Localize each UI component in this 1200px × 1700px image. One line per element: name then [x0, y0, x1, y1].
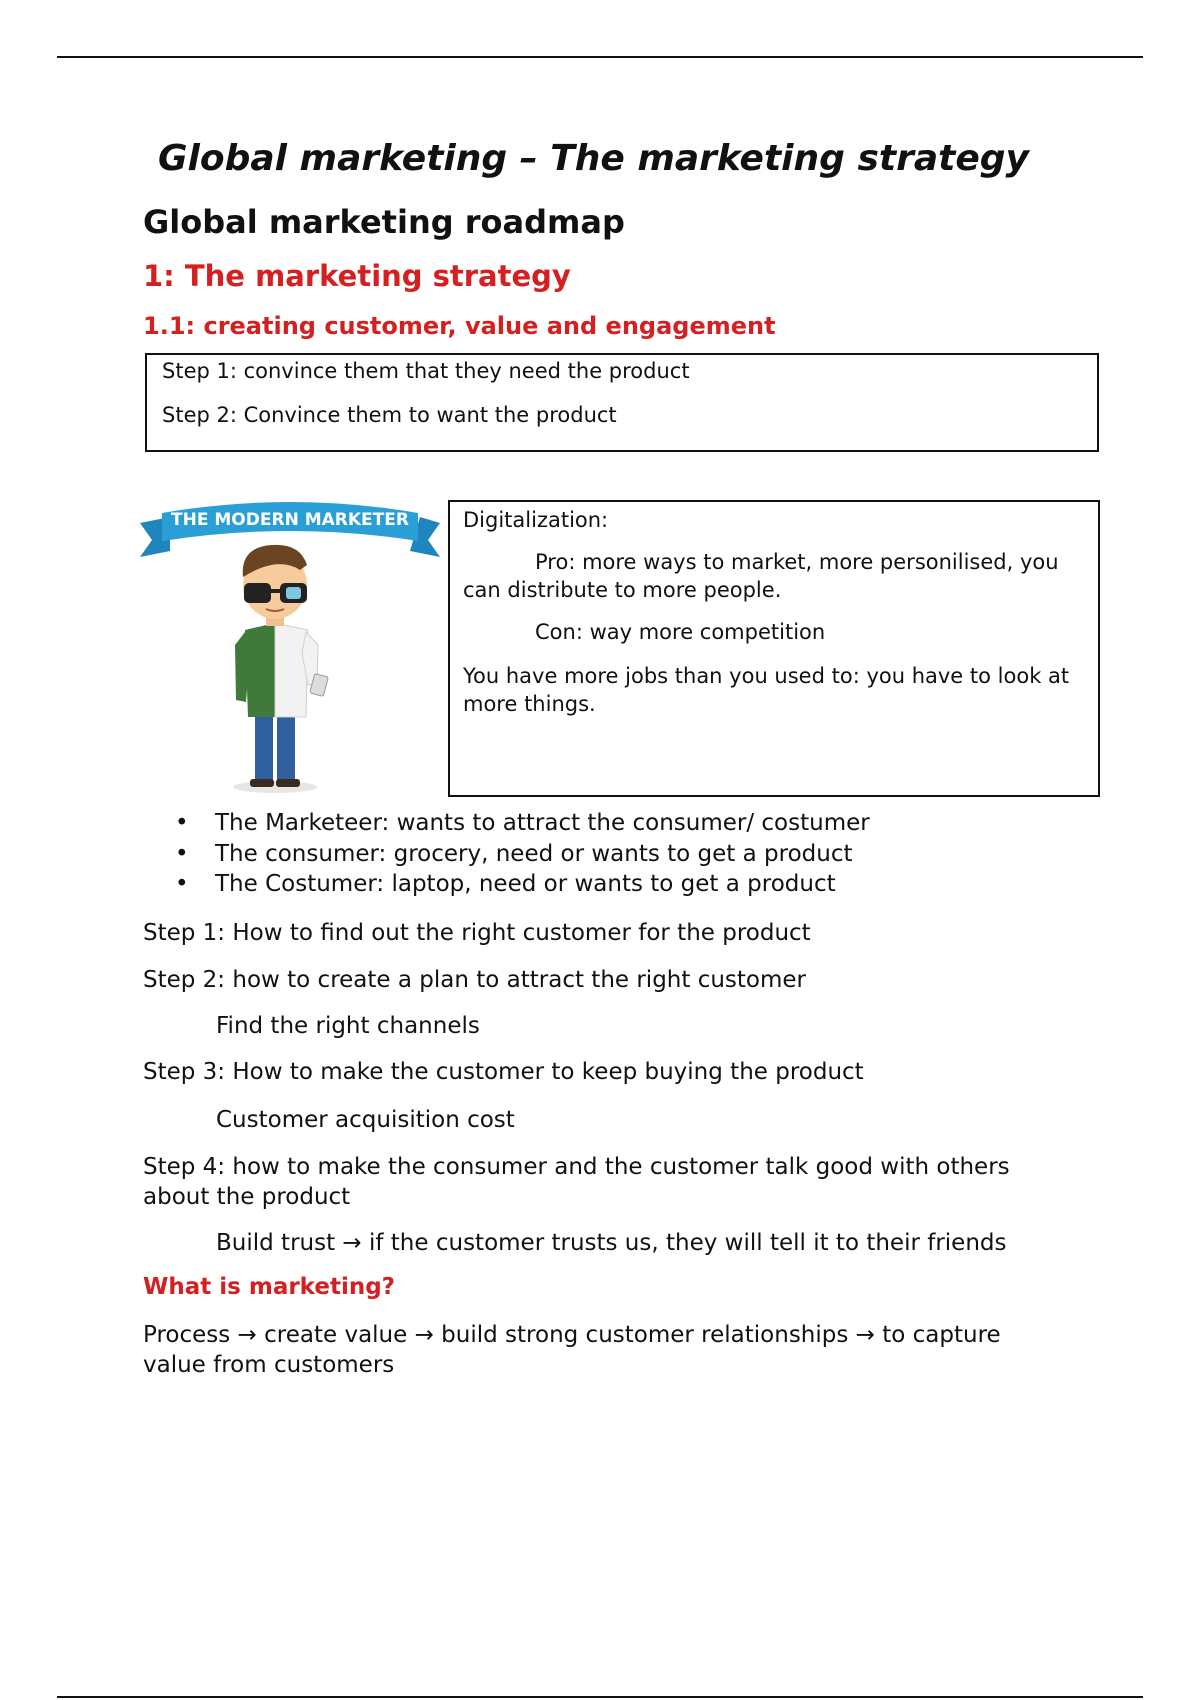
section-heading: 1: The marketing strategy — [143, 259, 571, 293]
banner-subtitle: PART ARTIST • PART SCIENTIST — [239, 533, 341, 541]
roadmap-heading: Global marketing roadmap — [143, 203, 625, 241]
banner-title: THE MODERN MARKETER — [171, 510, 409, 530]
marketing-definition: Process → create value → build strong customer relationships → to capture value from customers — [143, 1322, 1001, 1378]
list-item: • The consumer: grocery, need or wants to get a product — [175, 839, 870, 870]
document-title: Global marketing – The marketing strategy — [158, 138, 1029, 179]
step-4-text: Step 4: how to make the consumer and the customer talk good with others about the product — [143, 1154, 1010, 1210]
box-step-2: Step 2: Convince them to want the product — [162, 403, 617, 427]
roles-list — [175, 808, 870, 900]
digitalization-heading: Digitalization: — [463, 508, 609, 532]
step-3-detail: Customer acquisition cost — [216, 1107, 515, 1133]
step-4-detail: Build trust → if the customer trusts us, they will tell it to their friends — [216, 1230, 1007, 1256]
header-rule — [57, 56, 1143, 58]
step-1-text: Step 1: How to find out the right customer for the product — [143, 920, 811, 946]
digitalization-box — [448, 500, 1100, 797]
list-item: • The Costumer: laptop, need or wants to get a product — [175, 869, 870, 900]
list-item: • The Marketeer: wants to attract the consumer/ costumer — [175, 808, 870, 839]
footer-rule — [57, 1696, 1143, 1698]
marketer-character — [233, 545, 328, 793]
steps-box — [145, 353, 1099, 452]
digitalization-con: Con: way more competition — [535, 620, 826, 644]
step-2-text: Step 2: how to create a plan to attract the right customer — [143, 967, 807, 993]
step-3-text: Step 3: How to make the customer to keep buying the product — [143, 1059, 864, 1085]
box-step-1: Step 1: convince them that they need the product — [162, 359, 690, 383]
modern-marketer-illustration — [140, 495, 440, 795]
digitalization-pro: Pro: more ways to market, more personilised, you can distribute to more people. — [463, 550, 1059, 602]
what-is-marketing-heading: What is marketing? — [143, 1274, 396, 1300]
subsection-heading: 1.1: creating customer, value and engagement — [143, 312, 776, 340]
digitalization-note: You have more jobs than you used to: you have to look at more things. — [463, 664, 1070, 716]
step-2-detail: Find the right channels — [216, 1013, 480, 1039]
